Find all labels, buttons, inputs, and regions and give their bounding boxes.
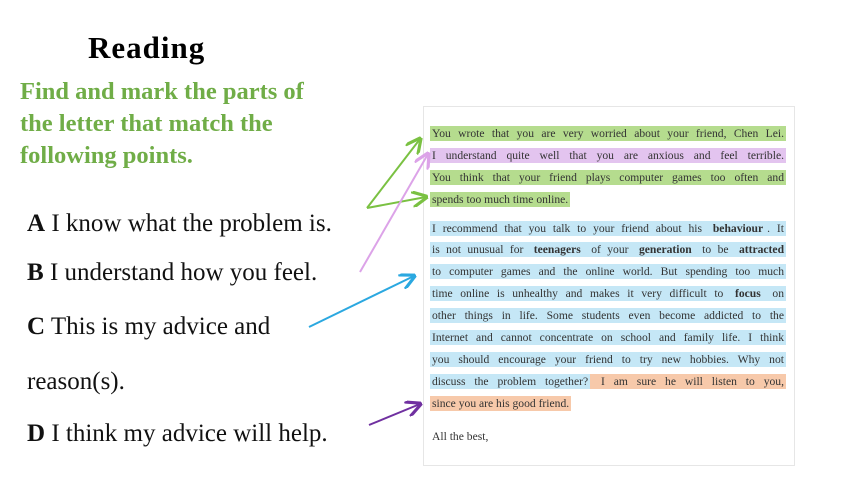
highlighted-text: behaviour	[712, 221, 764, 235]
instruction-line: the letter that match the	[20, 110, 273, 137]
arrow-a-to-line1	[367, 139, 420, 208]
highlighted-text: generation	[638, 243, 692, 257]
arrow-a-to-line3	[367, 197, 426, 208]
highlighted-text: is not unusual for	[432, 243, 530, 257]
highlighted-text: I understand quite well that you are anxious and feel terrible.	[432, 148, 784, 162]
point-key: D	[27, 420, 46, 447]
instruction-line: Find and mark the parts of	[20, 78, 304, 105]
point-text: I know what the problem is.	[45, 210, 332, 237]
highlighted-text: on	[764, 287, 784, 301]
highlighted-text: time online is unhealthy and makes it very difficult to	[432, 287, 731, 301]
highlighted-text: focus	[735, 287, 761, 301]
highlighted-text: Internet and cannot concentrate on school and family life. I think	[432, 331, 784, 345]
highlighted-text: You wrote that you are very worried about your friend, Chen Lei.	[432, 127, 784, 140]
highlighted-text: teenagers	[533, 243, 581, 257]
instruction-line: following points.	[20, 142, 193, 169]
point-key: A	[27, 210, 46, 237]
highlighted-text: discuss the problem together?	[432, 374, 589, 388]
point-key: B	[27, 259, 44, 286]
arrow-d-to-last	[369, 404, 420, 425]
letter-closing: All the best,	[432, 430, 489, 443]
highlighted-text: to be	[695, 243, 735, 257]
point-key: C	[27, 313, 46, 340]
highlighted-text: . It	[767, 221, 784, 235]
highlighted-text: attracted	[738, 243, 785, 257]
point-text: This is my advice and	[45, 313, 271, 340]
point-text: I understand how you feel.	[43, 259, 318, 286]
highlighted-text: I recommend that you talk to your friend about his	[432, 221, 709, 235]
highlighted-text: You think that your friend plays computer games too often and	[432, 170, 784, 184]
point-text: I think my advice will help.	[45, 420, 328, 447]
page-title: Reading	[88, 30, 206, 65]
highlighted-text: since you are his good friend.	[432, 396, 570, 410]
arrow-c-to-para2	[309, 276, 414, 327]
point-text: reason(s).	[27, 368, 125, 395]
highlighted-text: spends too much time online.	[432, 192, 569, 206]
highlighted-text: I am sure he will listen to you,	[592, 374, 784, 388]
highlighted-text: of your	[584, 243, 635, 257]
highlighted-text: to computer games and the online world. But spending too much	[432, 265, 784, 279]
highlighted-text: you should encourage your friend to try new hobbies. Why not	[432, 352, 784, 366]
highlighted-text: other things in life. Some students even become addicted to the	[432, 309, 784, 323]
